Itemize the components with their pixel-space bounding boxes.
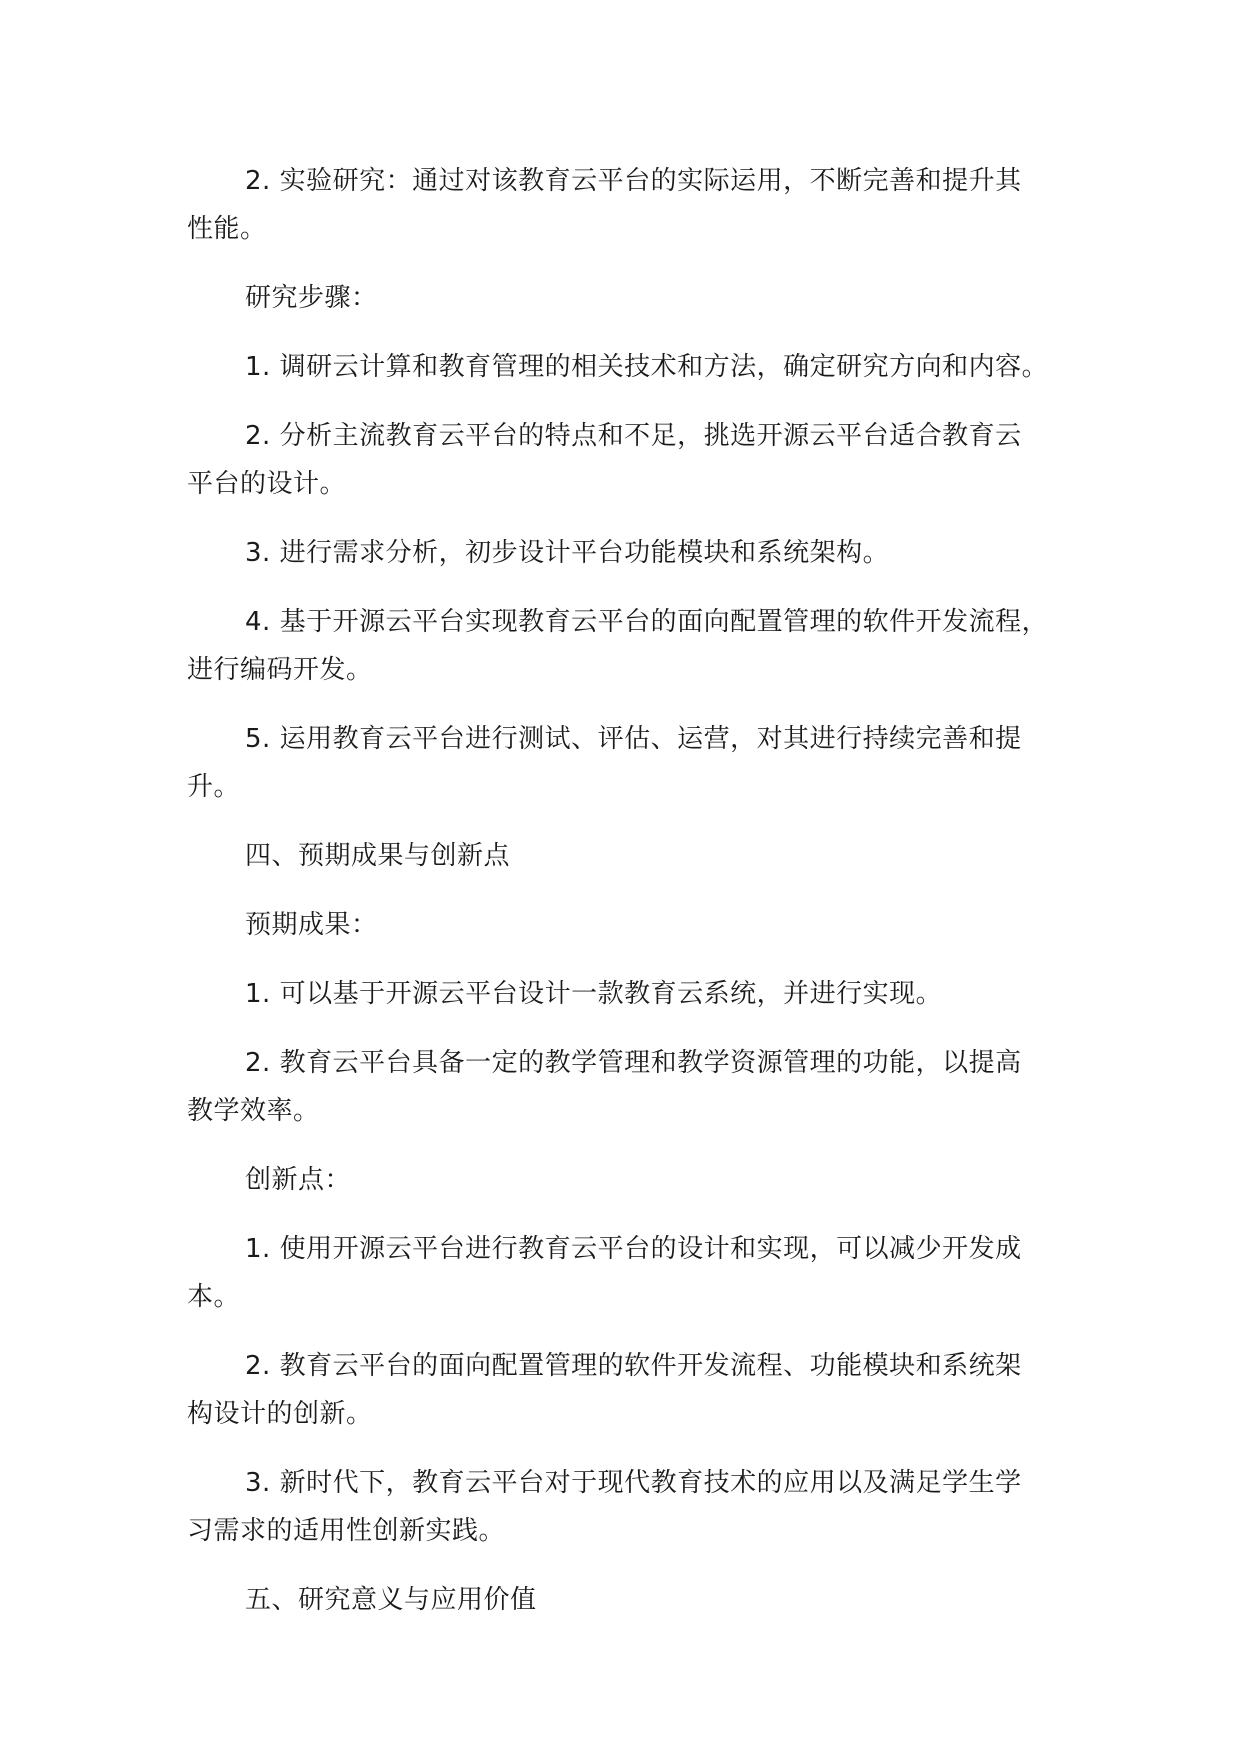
text-line: 四、预期成果与创新点 — [245, 841, 511, 871]
list-item-step-2 — [187, 412, 1087, 508]
section-heading-5 — [187, 1576, 1087, 1624]
text-line: 1. 调研云计算和教育管理的相关技术和方法，确定研究方向和内容。 — [245, 352, 1049, 382]
text-line: 3. 进行需求分析，初步设计平台功能模块和系统架构。 — [245, 538, 890, 568]
text-line: 2. 教育云平台具备一定的教学管理和教学资源管理的功能，以提高 — [245, 1048, 1022, 1078]
list-item-innovation-3 — [187, 1459, 1087, 1555]
text-line: 预期成果： — [245, 910, 378, 940]
document-body — [187, 157, 1087, 1645]
text-line: 教学效率。 — [187, 1096, 320, 1126]
list-item-innovation-1 — [187, 1225, 1087, 1321]
list-item-step-5 — [187, 715, 1087, 811]
text-line: 五、研究意义与应用价值 — [245, 1585, 537, 1615]
text-line: 习需求的适用性创新实践。 — [187, 1516, 506, 1546]
text-line: 性能。 — [187, 214, 267, 244]
list-item-result-2 — [187, 1039, 1087, 1135]
heading-innovation-points — [187, 1156, 1087, 1204]
text-line: 1. 可以基于开源云平台设计一款教育云系统，并进行实现。 — [245, 979, 943, 1009]
paragraph-experiment-research — [187, 157, 1087, 253]
section-heading-4 — [187, 832, 1087, 880]
text-line: 5. 运用教育云平台进行测试、评估、运营，对其进行持续完善和提 — [245, 724, 1022, 754]
text-line: 创新点： — [245, 1165, 352, 1195]
text-line: 构设计的创新。 — [187, 1399, 373, 1429]
text-line: 研究步骤： — [245, 283, 378, 313]
list-item-step-1 — [187, 343, 1087, 391]
text-line: 进行编码开发。 — [187, 655, 373, 685]
heading-research-steps — [187, 274, 1087, 322]
list-item-innovation-2 — [187, 1342, 1087, 1438]
text-line: 2. 分析主流教育云平台的特点和不足，挑选开源云平台适合教育云 — [245, 421, 1022, 451]
list-item-result-1 — [187, 970, 1087, 1018]
list-item-step-3 — [187, 529, 1087, 577]
text-line: 2. 实验研究：通过对该教育云平台的实际运用，不断完善和提升其 — [245, 166, 1022, 196]
text-line: 升。 — [187, 772, 241, 802]
text-line: 1. 使用开源云平台进行教育云平台的设计和实现，可以减少开发成 — [245, 1234, 1022, 1264]
list-item-step-4 — [187, 598, 1087, 694]
text-line: 本。 — [187, 1282, 241, 1312]
heading-expected-results — [187, 901, 1087, 949]
text-line: 平台的设计。 — [187, 469, 347, 499]
text-line: 4. 基于开源云平台实现教育云平台的面向配置管理的软件开发流程， — [245, 607, 1049, 637]
text-line: 2. 教育云平台的面向配置管理的软件开发流程、功能模块和系统架 — [245, 1351, 1022, 1381]
text-line: 3. 新时代下，教育云平台对于现代教育技术的应用以及满足学生学 — [245, 1468, 1022, 1498]
